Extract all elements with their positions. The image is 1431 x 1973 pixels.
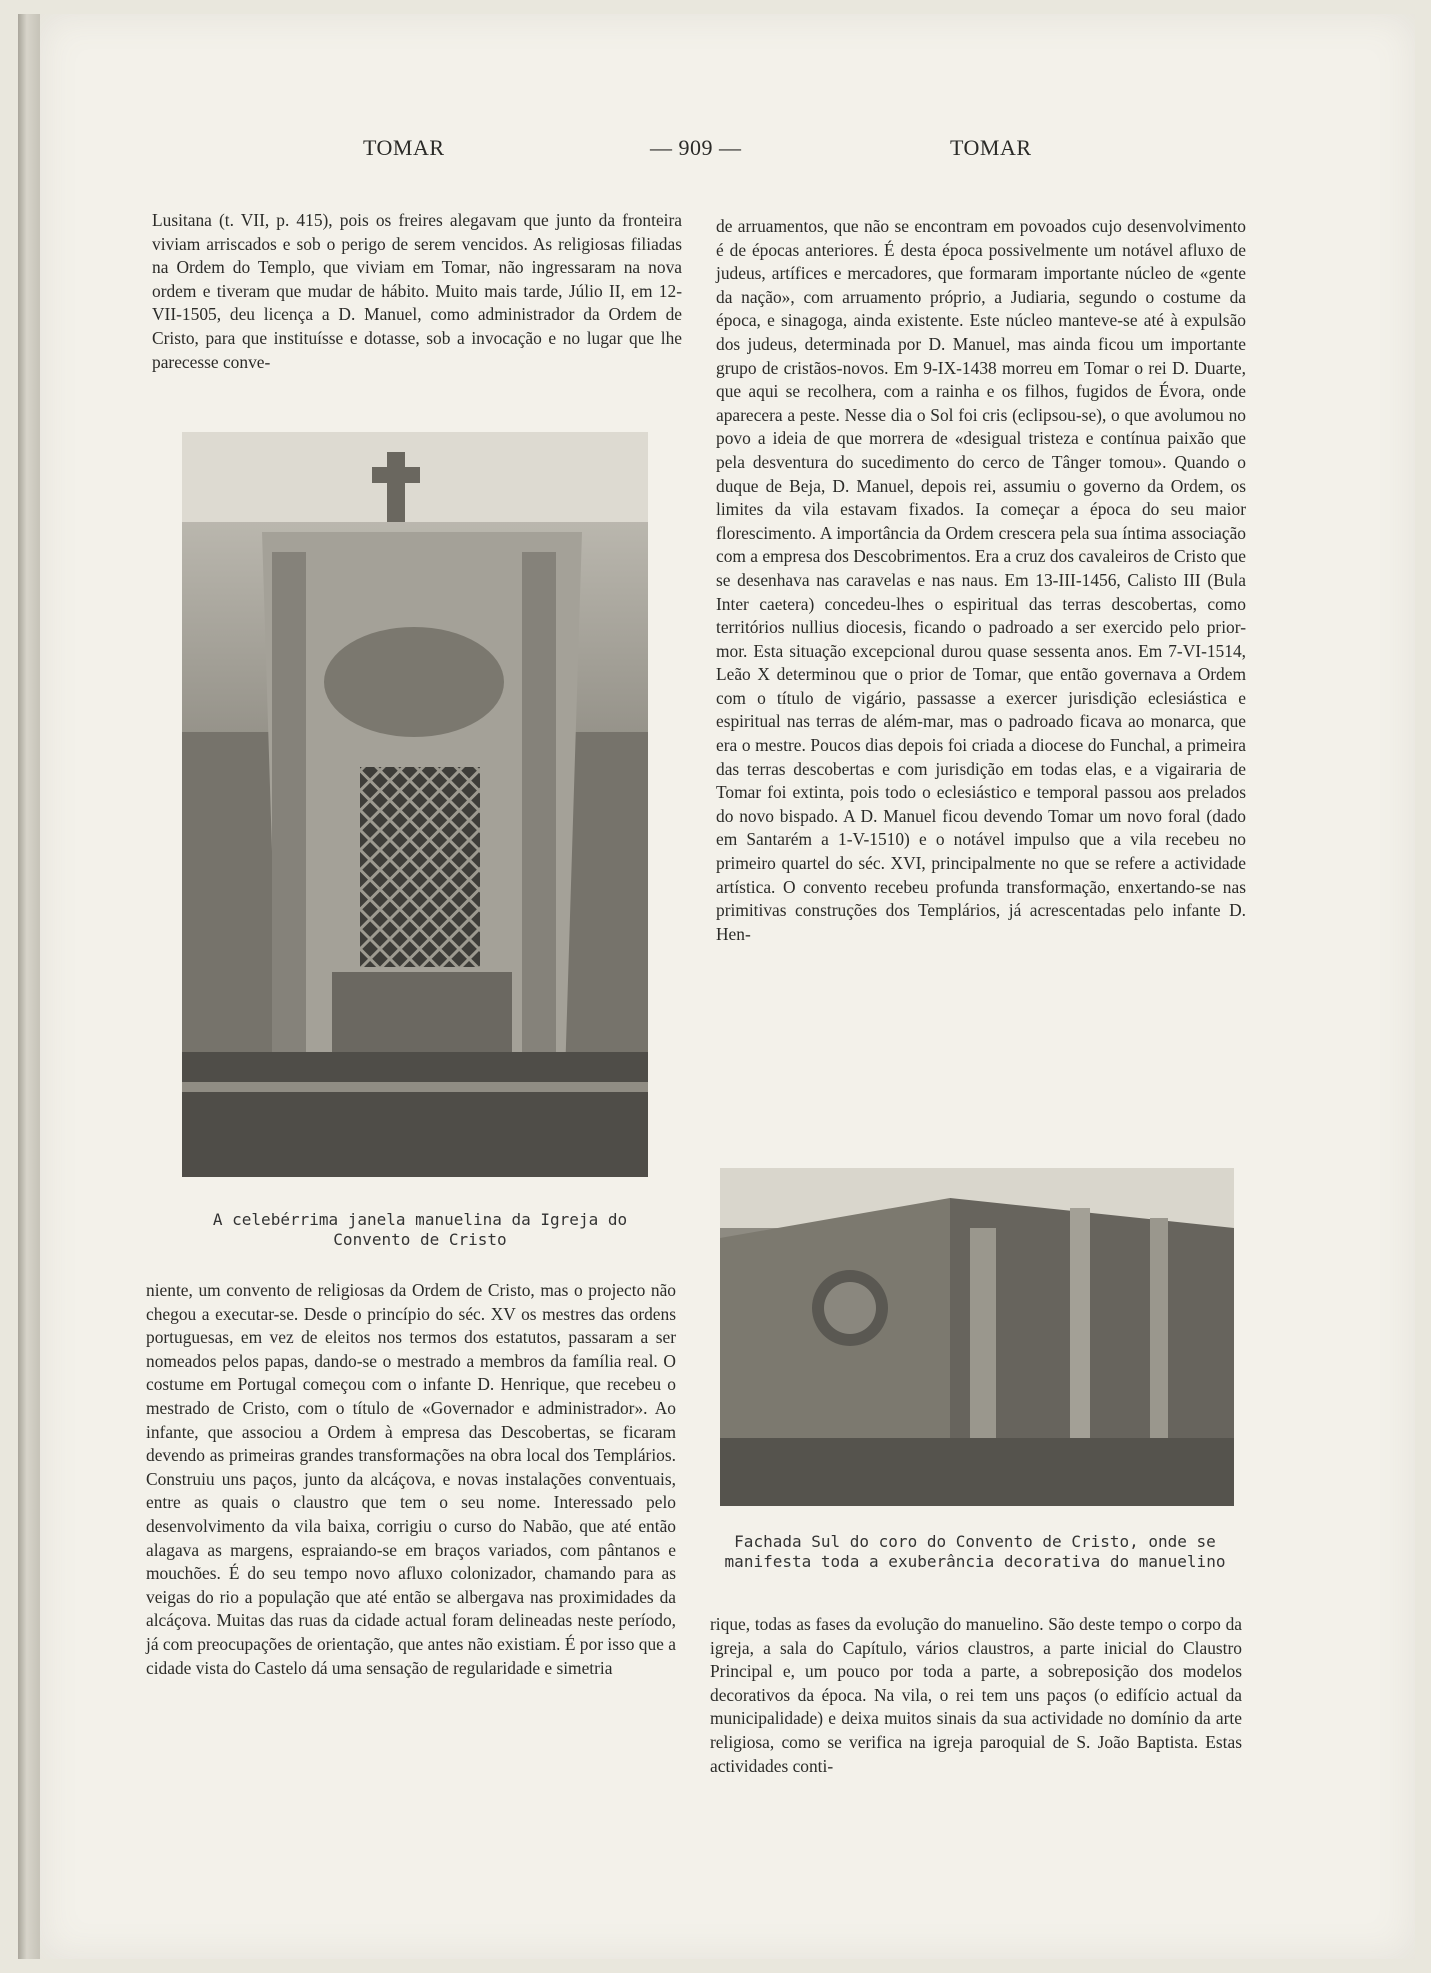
running-header-left: TOMAR	[363, 135, 445, 160]
photo-convent-facade-image	[720, 1168, 1234, 1506]
paragraph: Lusitana (t. VII, p. 415), pois os freires alegavam que junto da fronteira viviam arriscados e sob o perigo de serem vencidos. As religiosas filiadas na Ordem do Templo, que viviam em Tomar, não ingressaram na nova ordem e tiveram que mudar de hábito. Muito mais tarde, Júlio II, em 12-VII-1505, deu licença a D. Manuel, como administrador da Ordem de Cristo, para que instituísse e dotasse, sob a invocação e no lugar que lhe parecesse conve-	[152, 210, 682, 372]
running-header-right: TOMAR	[950, 135, 1032, 160]
paragraph: niente, um convento de religiosas da Ordem de Cristo, mas o projecto não chegou a executar-se. Desde o princípio do séc. XV os mestres das ordens portuguesas, em vez de eleitos nos termos dos estatutos, passaram a ser nomeados pelos papas, dando-se o mestrado a membros da família real. O costume em Portugal começou com o infante D. Henrique, que recebeu o mestrado de Cristo, com o título de «Governador e administrador». Ao infante, que associou a Ordem à empresa das Descobertas, se ficaram devendo as primeiras grandes transformações na obra local dos Templários. Construiu uns paços, junto da alcáçova, e novas instalações conventuais, entre as quais o claustro que tem o seu nome. Interessado pelo desenvolvimento da vila baixa, corrigiu o curso do Nabão, que até então alagava as margens, espraiando-se em braços variados, com pântanos e mouchões. É do seu tempo novo afluxo colonizador, chamando para as veigas do rio a população que até então se albergava nas proximidades da alcáçova. Muitas das ruas da cidade actual foram delineadas neste período, já com preocupações de orientação, que antes não existiam. É por isso que a cidade vista do Castelo dá uma sensação de regularidade e simetria	[146, 1280, 676, 1678]
figure-caption-facade: Fachada Sul do coro do Convento de Cristo, onde se manifesta toda a exuberância decorativa do manuelino	[724, 1532, 1226, 1571]
photo-manueline-window-image	[182, 432, 648, 1177]
binding-edge	[18, 14, 40, 1959]
figure-caption-window: A celebérrima janela manuelina da Igreja do Convento de Cristo	[212, 1210, 628, 1249]
text-column-right-top	[716, 215, 1246, 946]
text-column-left-top	[152, 209, 682, 374]
photo-convent-facade	[720, 1168, 1234, 1506]
page-number: — 909 —	[650, 135, 742, 160]
text-column-left-bottom	[146, 1279, 676, 1680]
photo-manueline-window	[182, 432, 648, 1177]
paragraph: rique, todas as fases da evolução do manuelino. São deste tempo o corpo da igreja, a sala do Capítulo, vários claustros, a parte inicial do Claustro Principal e, um pouco por toda a parte, a sobreposição dos modelos decorativos da época. Na vila, o rei tem uns paços (o edifício actual da municipalidade) e deixa muitos sinais da sua actividade no domínio da arte religiosa, como se verifica na igreja paroquial de S. João Baptista. Estas actividades conti-	[710, 1614, 1242, 1776]
text-column-right-bottom	[710, 1613, 1242, 1778]
paragraph: de arruamentos, que não se encontram em povoados cujo desenvolvimento é de épocas anteriores. É desta época possivelmente um notável afluxo de judeus, artífices e mercadores, que formaram importante núcleo de «gente da nação», com arruamento próprio, a Judiaria, segundo o costume da época, e sinagoga, ainda existente. Este núcleo manteve-se até à expulsão dos judeus, determinada por D. Manuel, mas ainda ficou um importante grupo de cristãos-novos. Em 9-IX-1438 morreu em Tomar o rei D. Duarte, que aqui se recolhera, com a rainha e os filhos, fugidos de Évora, onde aparecera a peste. Nesse dia o Sol foi cris (eclipsou-se), o que avolumou no povo a ideia de que morrera de «desigual tristeza e contínua paixão que pela desventura do sucedimento do cerco de Tânger tomou». Quando o duque de Beja, D. Manuel, depois rei, assumiu o governo da Ordem, os limites da vila estavam fixados. Ia começar a época do seu maior florescimento. A importância da Ordem crescera pela sua íntima associação com a empresa dos Descobrimentos. Era a cruz dos cavaleiros de Cristo que se desenhava nas caravelas e nas naus. Em 13-III-1456, Calisto III (Bula Inter caetera) concedeu-lhes o espiritual das terras descobertas, como territórios nullius diocesis, ficando o padroado a ser exercido pelo prior-mor. Esta situação excepcional durou quase sessenta anos. Em 7-VI-1514, Leão X determinou que o prior de Tomar, que então governava a Ordem com o título de vigário, passasse a exercer jurisdição eclesiástica e espiritual nas terras de além-mar, mas o padroado ficava ao monarca, que era o mestre. Poucos dias depois foi criada a diocese do Funchal, a primeira das terras descobertas e com jurisdição em todas elas, e a vigairaria de Tomar foi extinta, pois todo o eclesiástico e temporal passou aos prelados do novo bispado. A D. Manuel ficou devendo Tomar um novo foral (dado em Santarém a 1-V-1510) e o notável impulso que a vila recebeu no primeiro quartel do séc. XVI, principalmente no que se refere a actividade artística. O convento recebeu profunda transformação, enxertando-se nas primitivas construções dos Templários, já acrescentadas pelo infante D. Hen-	[716, 216, 1246, 944]
